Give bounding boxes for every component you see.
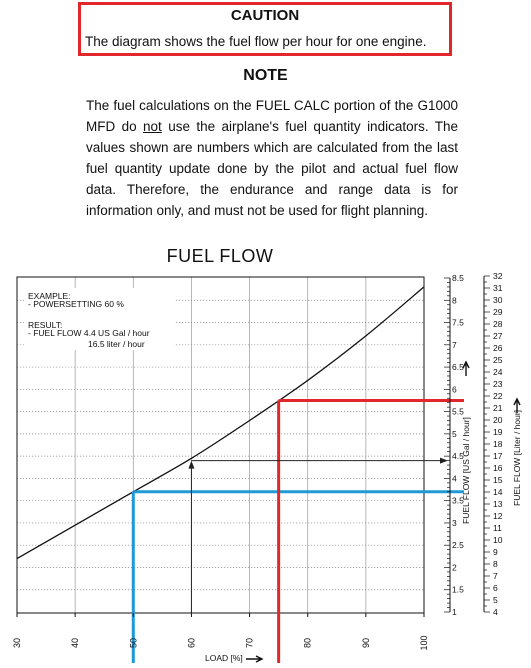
y-right-tick-label: 11 xyxy=(493,523,502,533)
y-tick-label: 6 xyxy=(452,384,457,395)
y-tick-label: 4 xyxy=(452,473,457,484)
y-right-tick-label: 24 xyxy=(493,367,503,377)
y-right-tick-label: 32 xyxy=(493,271,503,281)
y-right-tick-label: 9 xyxy=(493,547,498,557)
y-right-tick-label: 5 xyxy=(493,595,498,605)
x-tick-label: 80 xyxy=(302,637,313,649)
y-tick-label: 3.5 xyxy=(452,495,464,506)
y-right-tick-label: 20 xyxy=(493,415,503,425)
y-right-tick-label: 6 xyxy=(493,583,498,593)
y-tick-label: 5 xyxy=(452,428,457,439)
example-text: 16.5 liter / hour xyxy=(88,339,145,349)
y-right-tick-label: 28 xyxy=(493,319,503,329)
y-right-tick-label: 10 xyxy=(493,535,503,545)
example-arrow-right xyxy=(440,458,448,464)
note-emphasis: not xyxy=(143,119,162,134)
y-tick-label: 2 xyxy=(452,562,457,573)
y-tick-label: 6.5 xyxy=(452,362,464,373)
y-right-tick-label: 4 xyxy=(493,607,498,617)
y-tick-label: 1 xyxy=(452,607,457,617)
y-right-tick-label: 31 xyxy=(493,283,503,293)
x-axis-label: LOAD [%] xyxy=(205,653,243,663)
y-axis-right xyxy=(484,271,522,617)
y-right-tick-label: 29 xyxy=(493,307,503,317)
note-title: NOTE xyxy=(243,67,288,84)
note-line: The fuel calculations on the FUEL CALC portion of the G1000 xyxy=(86,98,458,113)
y-right-tick-label: 23 xyxy=(493,379,503,389)
y-right-tick-label: 21 xyxy=(493,403,503,413)
example-text: RESULT: xyxy=(28,320,63,330)
y-right-tick-label: 17 xyxy=(493,451,503,461)
x-tick-label: 100 xyxy=(419,635,429,651)
y-axis-arrow-icon xyxy=(463,362,469,376)
example-text: - FUEL FLOW 4.4 US Gal / hour xyxy=(28,328,150,338)
x-tick-label: 60 xyxy=(186,637,197,649)
y-right-tick-label: 15 xyxy=(493,475,503,485)
y-right-tick-label: 27 xyxy=(493,331,503,341)
y-tick-label: 4.5 xyxy=(452,451,464,462)
x-tick-label: 30 xyxy=(12,637,22,649)
y-right-tick-label: 22 xyxy=(493,391,503,401)
y-tick-label: 5.5 xyxy=(452,406,464,417)
y-tick-label: 7.5 xyxy=(452,317,464,328)
chart-title: FUEL FLOW xyxy=(166,246,274,266)
note-line: fuel quantity update done by the pilot and actual fuel flow xyxy=(86,161,458,176)
y-right-tick-label: 13 xyxy=(493,499,503,509)
example-arrow-up xyxy=(188,461,194,469)
caution-title: CAUTION xyxy=(230,7,300,24)
y-right-tick-label: 19 xyxy=(493,427,503,437)
example-text: - POWERSETTING 60 % xyxy=(28,299,124,309)
x-tick-label: 90 xyxy=(360,637,371,649)
x-tick-label: 40 xyxy=(70,637,81,649)
y-tick-label: 8.5 xyxy=(452,273,464,283)
x-axis-arrow-icon xyxy=(246,656,262,662)
x-tick-label: 50 xyxy=(128,637,139,649)
y-axis-right-label: FUEL FLOW [Liter / hour] xyxy=(512,409,522,506)
note-line: data. Therefore, the endurance and range data is for xyxy=(86,182,458,197)
y-tick-label: 3 xyxy=(452,517,457,528)
y-right-tick-label: 12 xyxy=(493,511,503,521)
y-right-tick-label: 18 xyxy=(493,439,503,449)
example-text: EXAMPLE: xyxy=(28,291,71,301)
x-tick-label: 70 xyxy=(244,637,255,649)
y-right-tick-label: 14 xyxy=(493,487,503,497)
y-right-tick-label: 25 xyxy=(493,355,503,365)
y-tick-label: 7 xyxy=(452,339,457,350)
note-line: values shown are numbers which are calculated from the last xyxy=(86,140,458,155)
example-box xyxy=(24,288,174,350)
y-right-tick-label: 30 xyxy=(493,295,503,305)
y-right-tick-label: 16 xyxy=(493,463,503,473)
chart-markers xyxy=(133,400,464,663)
y-axis-label: FUEL FLOW [US Gal / hour] xyxy=(461,417,471,524)
y-tick-label: 2.5 xyxy=(452,540,464,551)
x-axis xyxy=(12,613,429,663)
note-line: information only, and must not be used for flight planning. xyxy=(86,203,428,218)
y-right-tick-label: 8 xyxy=(493,559,498,569)
y-axis-left xyxy=(444,273,471,617)
note-line: MFD do not use the airplane's fuel quantity indicators. The xyxy=(86,119,458,134)
caution-text: The diagram shows the fuel flow per hour for one engine. xyxy=(85,34,427,49)
y-right-tick-label: 26 xyxy=(493,343,503,353)
y-tick-label: 1.5 xyxy=(452,584,464,595)
y-tick-label: 8 xyxy=(452,295,457,306)
y-right-tick-label: 7 xyxy=(493,571,498,581)
